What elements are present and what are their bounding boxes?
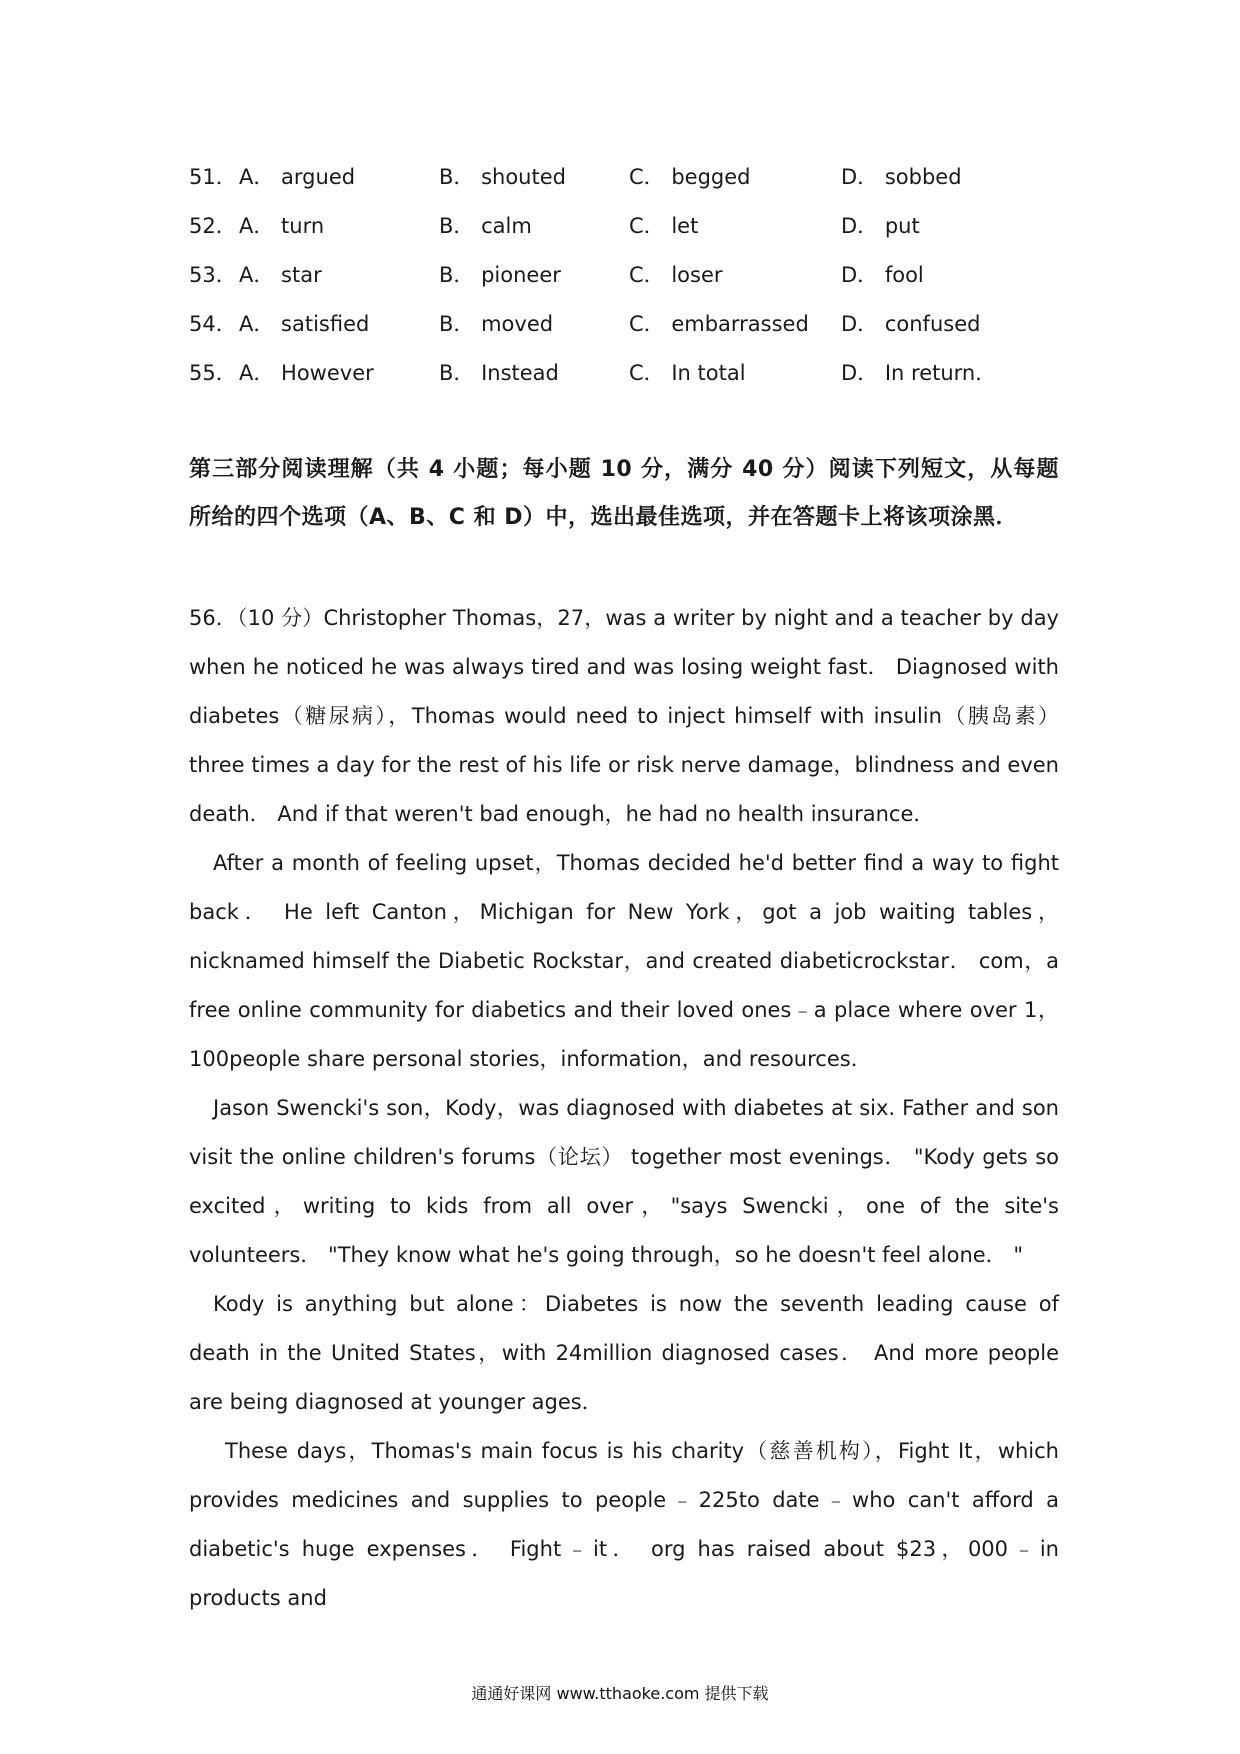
passage-paragraph-5: These days，Thomas's main focus is his charity（慈善机构），Fight It，which provides medicines and supplies to people﹣225to date﹣who can't afford a diabetic's huge expenses． Fight﹣it． org has raised about $23，000﹣in products and — [189, 1439, 1059, 1610]
option-b: B． moved — [439, 312, 554, 336]
option-c: C． In total — [629, 361, 746, 385]
question-number: 52． — [189, 214, 237, 238]
option-d: D． put — [841, 214, 920, 238]
option-row-51 — [189, 157, 1069, 206]
option-c: C． embarrassed — [629, 312, 809, 336]
option-row-53 — [189, 255, 1069, 304]
option-a: A． turn — [239, 214, 325, 238]
option-c: C． begged — [629, 165, 751, 189]
option-c: C． let — [629, 214, 699, 238]
option-d: D． In return． — [841, 361, 997, 385]
option-d: D． sobbed — [841, 165, 962, 189]
reading-passage — [189, 594, 1059, 1623]
option-b: B． shouted — [439, 165, 566, 189]
option-row-55 — [189, 353, 1069, 402]
question-number: 53． — [189, 263, 237, 287]
passage-paragraph-3: Jason Swencki's son，Kody，was diagnosed with diabetes at six. Father and son visit the online children's forums（论坛） together most evenings． "Kody gets so excited，writing to kids from all over，"says Swencki，one of the site's volunteers． "They know what he's going through，so he doesn't feel alone． " — [189, 1096, 1059, 1267]
passage-paragraph-2: After a month of feeling upset，Thomas decided he'd better find a way to fight back． He left Canton，Michigan for New York，got a job waiting tables，nicknamed himself the Diabetic Rockstar，and created diabeticrockstar． com，a free online community for diabetics and their loved ones﹣a place where over 1，100people share personal stories，information，and resources． — [189, 851, 1059, 1071]
option-a: A． star — [239, 263, 322, 287]
option-row-52 — [189, 206, 1069, 255]
page-footer: 通通好课网 www.tthaoke.com 提供下载 — [471, 1684, 769, 1703]
option-b: B． calm — [439, 214, 532, 238]
option-d: D． fool — [841, 263, 924, 287]
section-heading: 第三部分阅读理解（共 4 小题；每小题 10 分，满分 40 分）阅读下列短文，从每题所给的四个选项（A、B、C 和 D）中，选出最佳选项，并在答题卡上将该项涂黑． — [189, 457, 1059, 530]
answer-options-table — [189, 157, 1069, 402]
option-d: D． confused — [841, 312, 981, 336]
option-b: B． Instead — [439, 361, 559, 385]
question-number: 55． — [189, 361, 237, 385]
option-a: A． However — [239, 361, 374, 385]
question-number: 54． — [189, 312, 237, 336]
option-c: C． loser — [629, 263, 723, 287]
passage-paragraph-1: 56．（10 分）Christopher Thomas，27，was a writer by night and a teacher by day when he noticed he was always tired and was losing weight fast． Diagnosed with diabetes（糖尿病），Thomas would need to inject himself with insulin（胰岛素） three times a day for the rest of his life or risk nerve damage，blindness and even death． And if that weren't bad enough，he had no health insurance． — [189, 606, 1059, 826]
question-number: 51． — [189, 165, 237, 189]
passage-paragraph-4: Kody is anything but alone：Diabetes is now the seventh leading cause of death in the United States，with 24million diagnosed cases． And more people are being diagnosed at younger ages． — [189, 1292, 1059, 1414]
option-a: A． satisfied — [239, 312, 370, 336]
option-a: A． argued — [239, 165, 356, 189]
option-b: B． pioneer — [439, 263, 561, 287]
option-row-54 — [189, 304, 1069, 353]
